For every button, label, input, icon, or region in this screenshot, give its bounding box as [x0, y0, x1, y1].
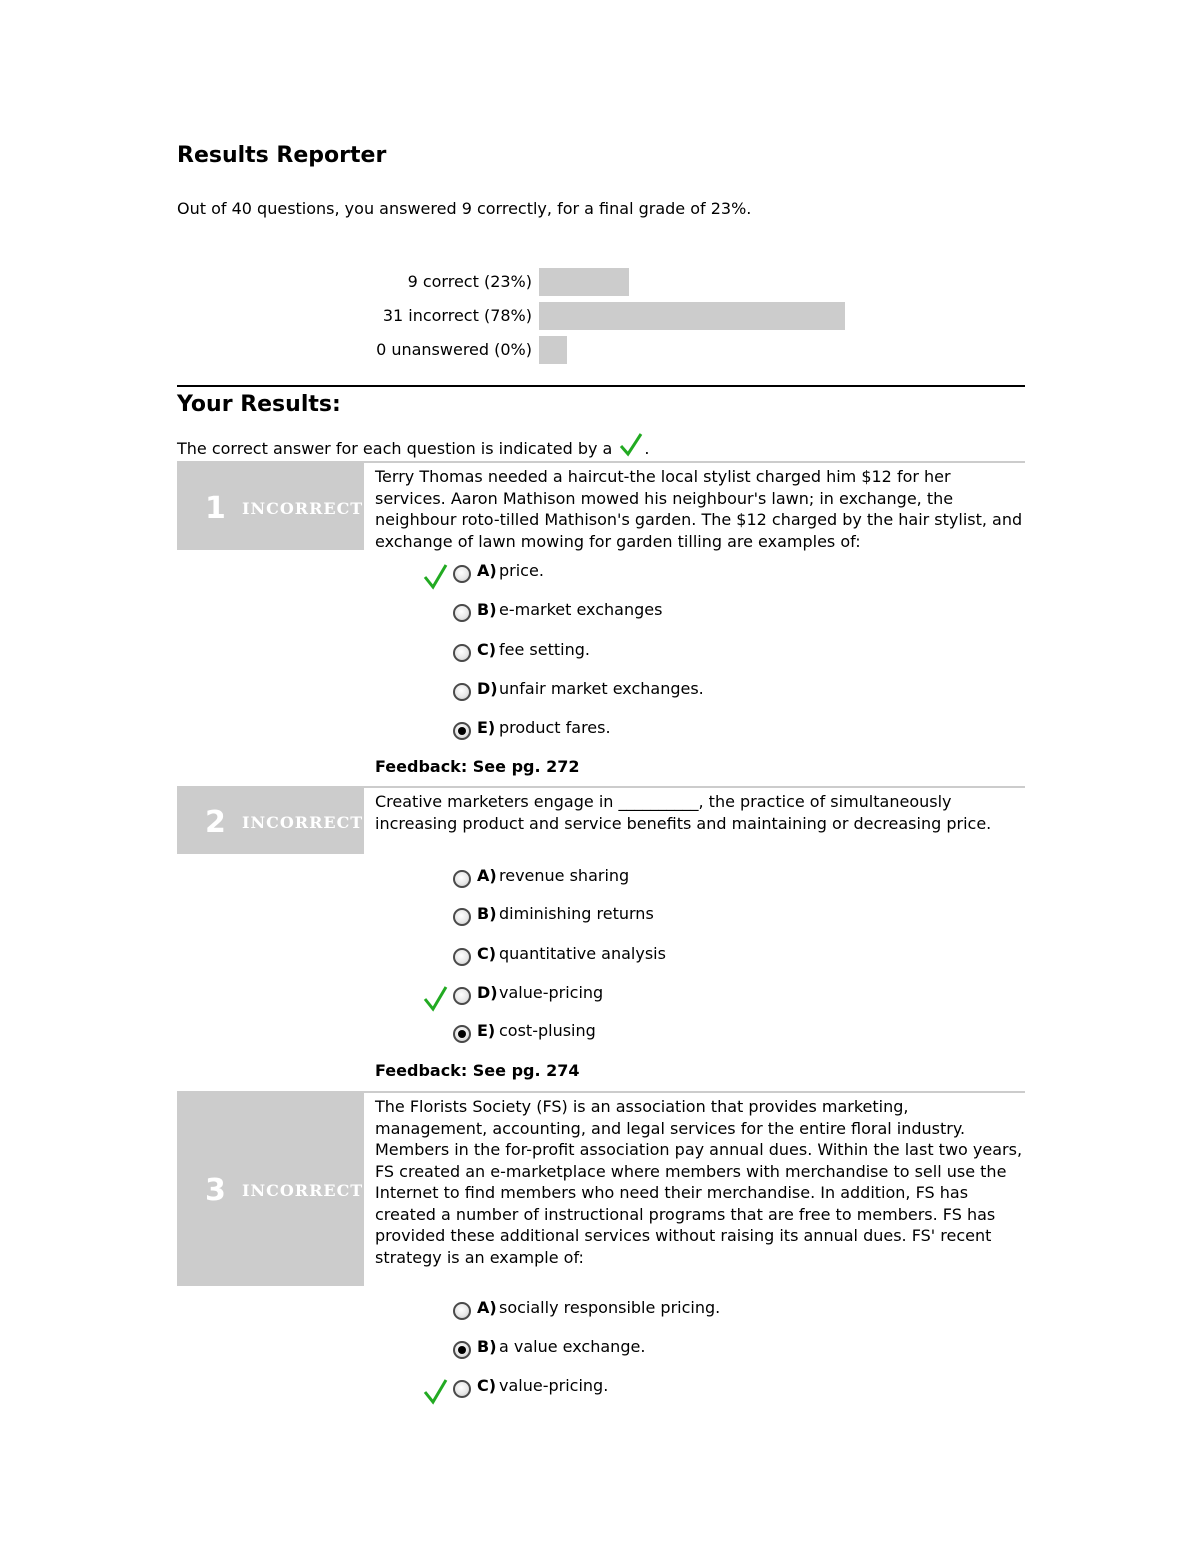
option-text: value-pricing. — [499, 1376, 609, 1395]
results-heading: Your Results: — [177, 392, 341, 417]
option-letter: C) — [477, 1376, 497, 1395]
answer-option[interactable] — [375, 679, 1015, 709]
option-text: unfair market exchanges. — [499, 679, 704, 698]
stat-label: 0 unanswered (0%) — [376, 340, 532, 359]
option-text: a value exchange. — [499, 1337, 646, 1356]
question-status — [177, 1091, 364, 1286]
option-letter: B) — [477, 1337, 497, 1356]
checkmark-icon — [618, 432, 644, 462]
question-status — [177, 786, 364, 854]
option-text: product fares. — [499, 718, 611, 737]
question-text: Creative marketers engage in __________, the practice of simultaneously increasing product and service benefits and maintaining or decreasing price. — [375, 792, 992, 833]
answer-option[interactable] — [375, 1337, 1015, 1367]
option-letter: A) — [477, 561, 497, 580]
answer-option[interactable] — [375, 640, 1015, 670]
stat-bar — [539, 268, 629, 296]
radio-button-selected[interactable] — [453, 1341, 471, 1359]
option-letter: E) — [477, 718, 496, 737]
option-letter: A) — [477, 866, 497, 885]
radio-button[interactable] — [453, 1302, 471, 1320]
answer-option[interactable] — [375, 904, 1015, 934]
option-text: e-market exchanges — [499, 600, 663, 619]
status-label: INCORRECT — [242, 813, 364, 832]
stat-row-unanswered — [177, 336, 1025, 364]
option-letter: E) — [477, 1021, 496, 1040]
page-title: Results Reporter — [177, 143, 387, 168]
legend — [177, 432, 649, 462]
question-number: 3 — [205, 1173, 226, 1208]
score-summary: Out of 40 questions, you answered 9 correctly, for a final grade of 23%. — [177, 199, 752, 218]
question-text: The Florists Society (FS) is an association that provides marketing, management, accounting, and legal services for the entire floral industry. Members in the for-profit association pay annual dues. Within the last two years, FS created an e-marketplace where members with merchandise to sell use the Internet to find members who need their merchandise. In addition, FS has created a number of instructional programs that are free to members. FS has provided these additional services without raising its annual dues. FS' recent strategy is an example of: — [375, 1097, 1023, 1267]
stat-label: 31 incorrect (78%) — [382, 306, 532, 325]
stat-row-incorrect — [177, 302, 1025, 330]
option-letter: A) — [477, 1298, 497, 1317]
option-text: value-pricing — [499, 983, 604, 1002]
radio-button[interactable] — [453, 604, 471, 622]
stat-row-correct — [177, 268, 1025, 296]
question-number: 1 — [205, 491, 226, 526]
option-letter: D) — [477, 679, 498, 698]
option-text: cost-plusing — [499, 1021, 596, 1040]
radio-button[interactable] — [453, 565, 471, 583]
answer-option[interactable] — [375, 561, 1015, 591]
status-label: INCORRECT — [242, 499, 364, 518]
divider — [364, 1091, 1025, 1093]
option-letter: B) — [477, 600, 497, 619]
feedback: Feedback: See pg. 274 — [375, 1061, 580, 1080]
legend-end: . — [644, 439, 650, 458]
radio-button[interactable] — [453, 1380, 471, 1398]
radio-button[interactable] — [453, 908, 471, 926]
feedback: Feedback: See pg. 272 — [375, 757, 580, 776]
status-label: INCORRECT — [242, 1181, 364, 1200]
radio-button[interactable] — [453, 987, 471, 1005]
option-letter: B) — [477, 904, 497, 923]
answer-option[interactable] — [375, 718, 1015, 748]
divider — [177, 385, 1025, 387]
option-text: price. — [499, 561, 544, 580]
radio-button-selected[interactable] — [453, 722, 471, 740]
radio-button[interactable] — [453, 683, 471, 701]
answer-option[interactable] — [375, 1298, 1015, 1328]
checkmark-icon — [423, 1376, 449, 1410]
option-letter: D) — [477, 983, 498, 1002]
question-text: Terry Thomas needed a haircut-the local stylist charged him $12 for her services. Aaron Mathison mowed his neighbour's lawn; in exchange, the neighbour roto-tilled Mathison's garden. The $12 charged by the hair stylist, and exchange of lawn mowing for garden tilling are examples of: — [375, 467, 1023, 551]
stat-bar — [539, 336, 567, 364]
option-text: quantitative analysis — [499, 944, 666, 963]
radio-button[interactable] — [453, 644, 471, 662]
stat-label: 9 correct (23%) — [407, 272, 532, 291]
checkmark-icon — [423, 983, 449, 1017]
divider — [364, 461, 1025, 463]
question-status — [177, 461, 364, 550]
answer-option[interactable] — [375, 944, 1015, 974]
answer-option[interactable] — [375, 1376, 1015, 1406]
radio-button[interactable] — [453, 870, 471, 888]
option-text: socially responsible pricing. — [499, 1298, 721, 1317]
option-letter: C) — [477, 640, 497, 659]
radio-button[interactable] — [453, 948, 471, 966]
question-number: 2 — [205, 805, 226, 840]
answer-option[interactable] — [375, 866, 1015, 896]
checkmark-icon — [423, 561, 449, 595]
legend-text: The correct answer for each question is indicated by a — [177, 439, 613, 458]
answer-option[interactable] — [375, 983, 1015, 1013]
divider — [364, 786, 1025, 788]
option-letter: C) — [477, 944, 497, 963]
option-text: revenue sharing — [499, 866, 630, 885]
answer-option[interactable] — [375, 1021, 1015, 1051]
answer-option[interactable] — [375, 600, 1015, 630]
stat-bar — [539, 302, 845, 330]
radio-button-selected[interactable] — [453, 1025, 471, 1043]
option-text: diminishing returns — [499, 904, 654, 923]
option-text: fee setting. — [499, 640, 590, 659]
